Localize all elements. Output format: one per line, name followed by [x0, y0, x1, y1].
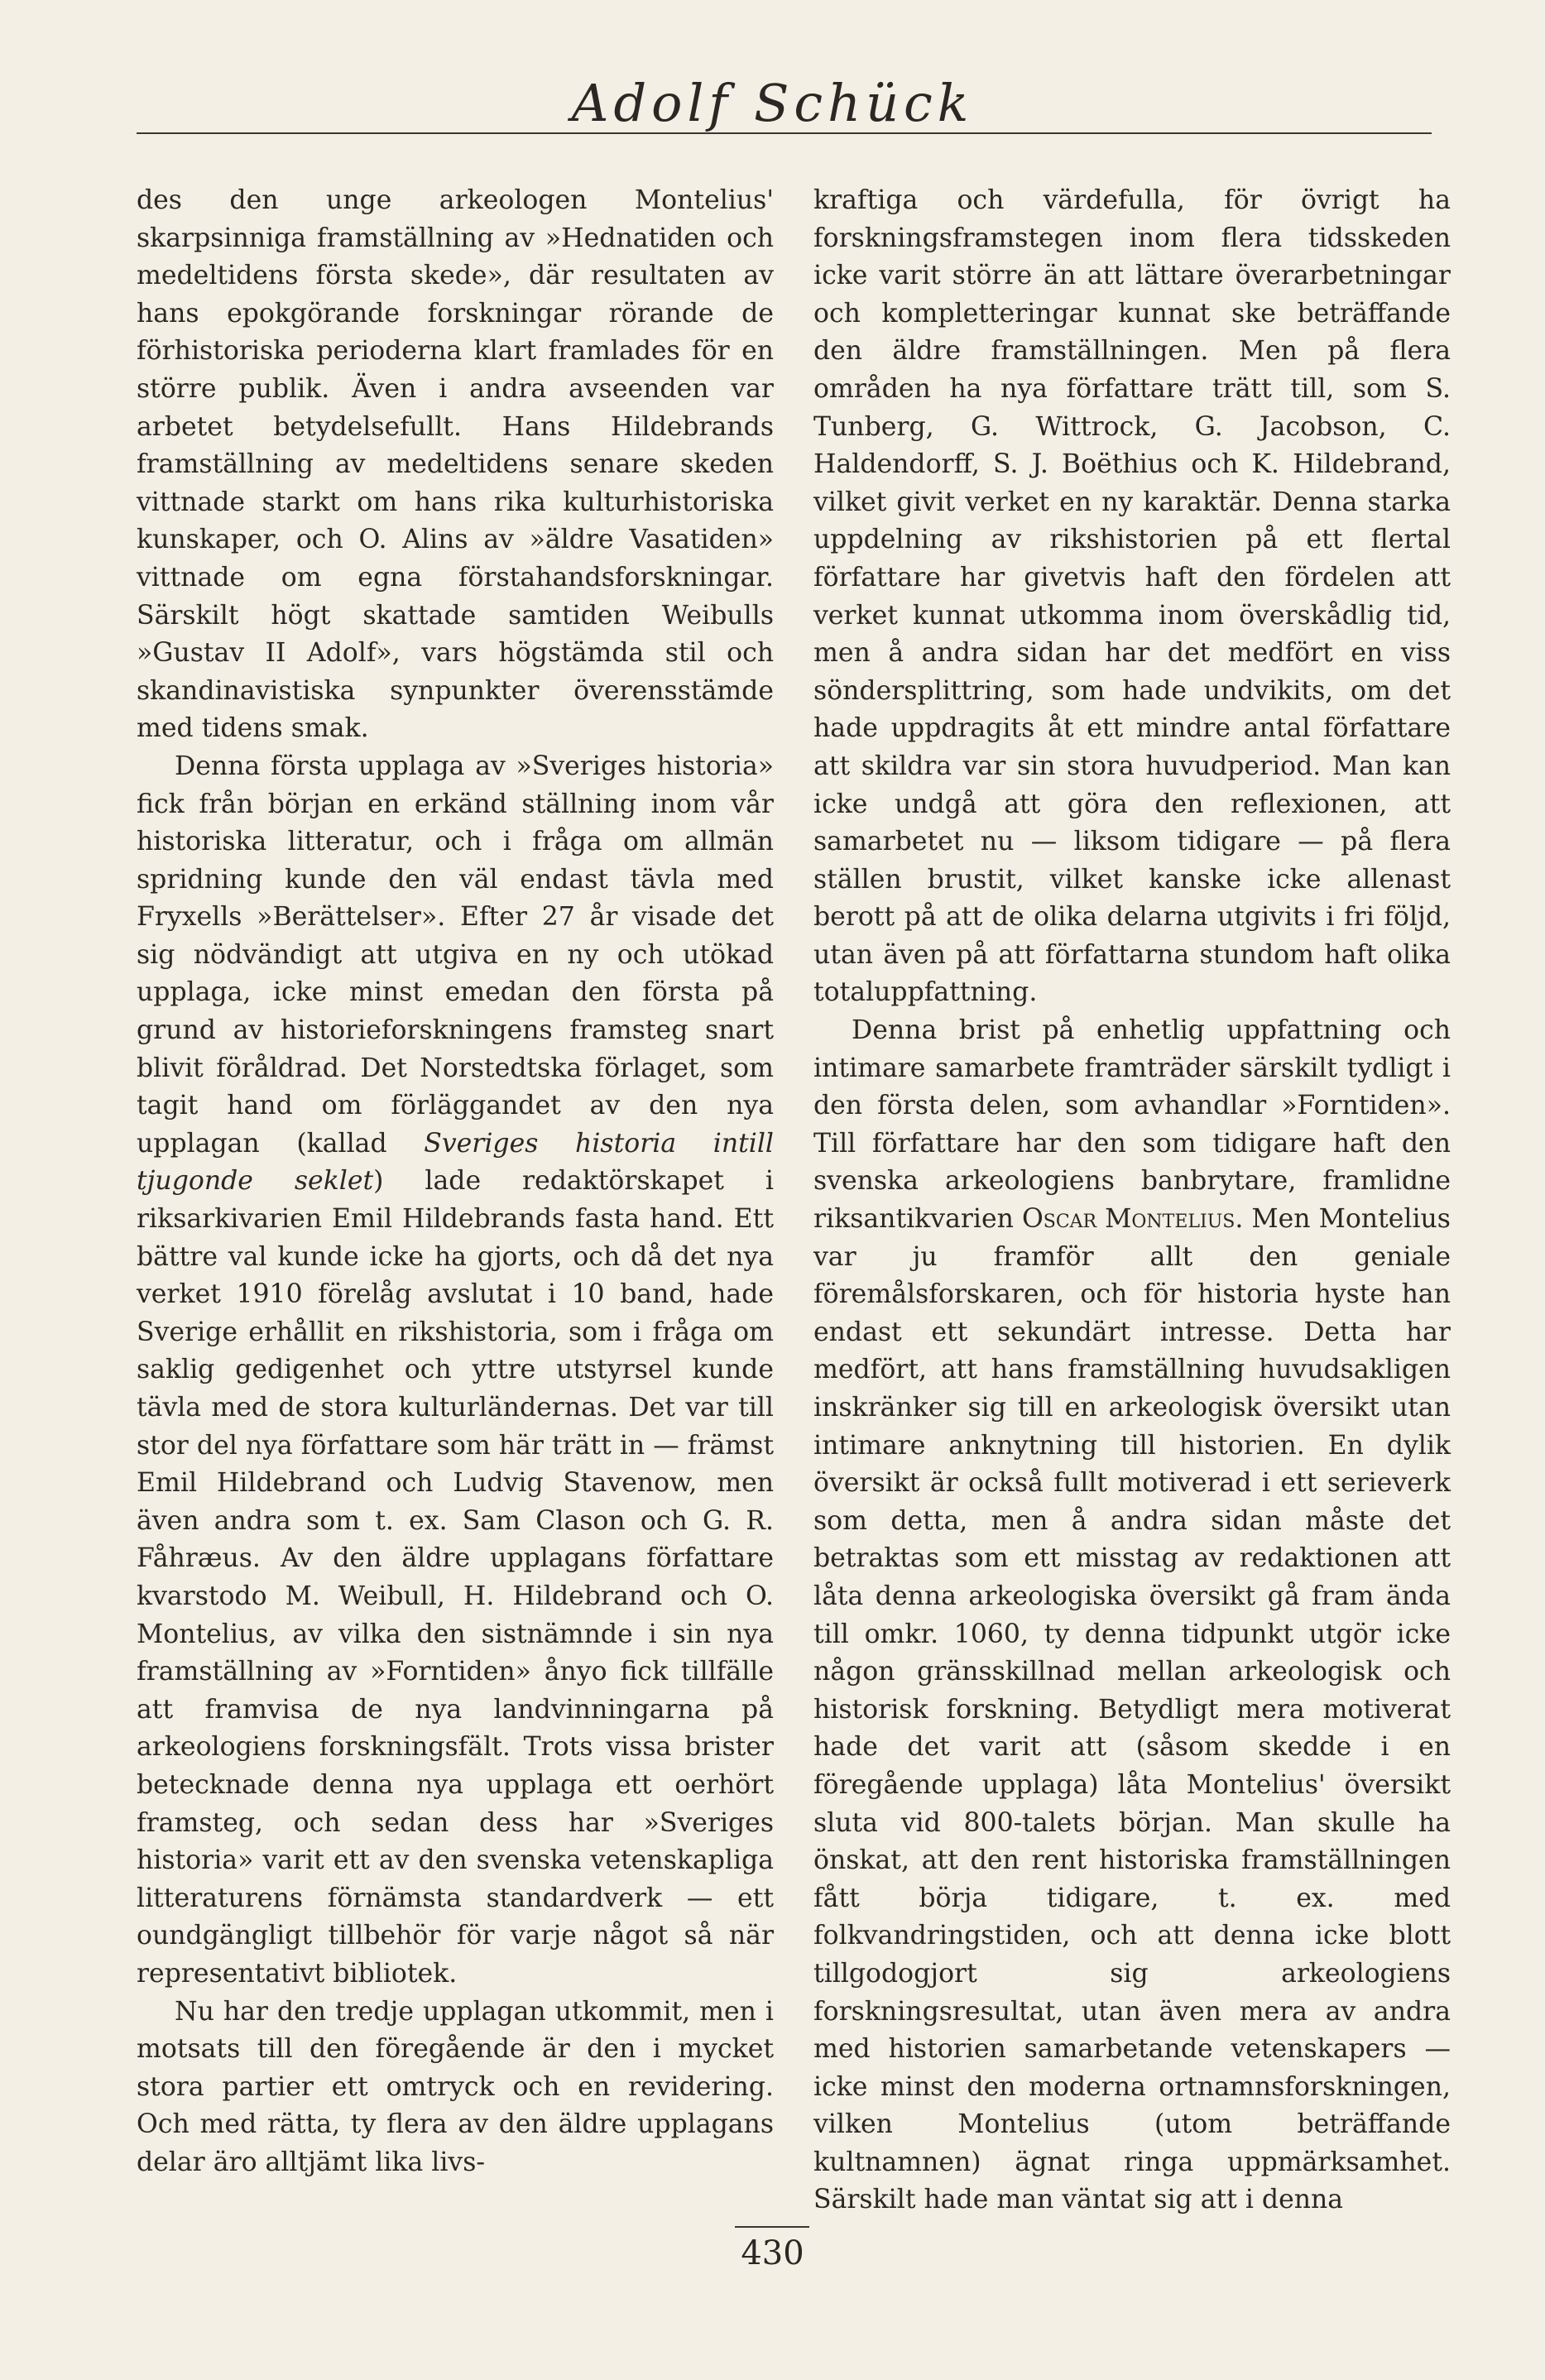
- right-paragraph-2-part-a: Denna brist på enhetlig uppfattning och intimare samarbete framträder särskilt tydligt i den första delen, som avhandlar »Forntiden». Till författare har den som tidigare haft den svenska arkeologiens banbrytare, framlidne riksantikvarien: [813, 1015, 1451, 1235]
- left-paragraph-1: des den unge arkeologen Montelius' skarpsinniga framställning av »Hednatiden och medeltidens första skede», där resultaten av hans epokgörande forskningar rörande de förhistoriska perioderna klart framlades för en större publik. Även i andra avseenden var arbetet betydelsefullt. Hans Hildebrands framställning av medeltidens senare skeden vittnade starkt om hans rika kulturhistoriska kunskaper, och O. Alins av »äldre Vasatiden» vittnade om egna förstahandsforskningar. Särskilt högt skattade samtiden Weibulls »Gustav II Adolf», vars högstämda stil och skandinavistiska synpunkter överensstämde med tidens smak.: [137, 185, 774, 744]
- right-column: [813, 182, 1451, 2219]
- left-column: [137, 182, 774, 2181]
- page-number-rule: [735, 2226, 809, 2228]
- work-title: Sveriges historia intill tjugonde seklet: [137, 1128, 774, 1197]
- right-paragraph-2: [813, 1012, 1451, 2219]
- left-paragraph-2: [137, 748, 774, 1994]
- right-paragraph-1: kraftiga och värdefulla, för övrigt ha forskningsframstegen inom flera tidsskeden icke varit större än att lättare överarbetningar och kompletteringar kunnat ske beträffande den äldre framställningen. Men på flera områden ha nya författare trätt till, som S. Tunberg, G. Wittrock, G. Jacobson, C. Haldendorff, S. J. Boëthius och K. Hildebrand, vilket givit verket en ny karaktär. Denna starka uppdelning av rikshistorien på ett flertal författare har givetvis haft den fördelen att verket kunnat utkomma inom överskådlig tid, men å andra sidan har det medfört en viss söndersplittring, som hade undvikits, om det hade uppdragits åt ett mindre antal författare att skildra var sin stora huvudperiod. Man kan icke undgå att göra den reflexionen, att samarbetet nu — liksom tidigare — på flera ställen brustit, vilket kanske icke allenast berott på att de olika delarna utgivits i fri följd, utan även på att författarna stundom haft olika totaluppfattning.: [813, 185, 1451, 1008]
- page-number: 430: [741, 2234, 804, 2272]
- right-paragraph-2-part-b: . Men Montelius var ju framför allt den geniale föremålsforskaren, och för historia hyste han endast ett sekundärt intresse. Detta har medfört, att hans framställning huvudsakligen inskränker sig till en arkeologisk översikt utan intimare anknytning till historien. En dylik översikt är också fullt motiverad i ett serieverk som detta, men å andra sidan måste det betraktas som ett misstag av redaktionen att låta denna arkeologiska översikt gå fram ända till omkr. 1060, ty denna tidpunkt utgör icke någon gränsskillnad mellan arkeologisk och historisk forskning. Betydligt mera motiverat hade det varit att (såsom skedde i en föregående upplaga) låta Montelius' översikt sluta vid 800-talets början. Man skulle ha önskat, att den rent historiska framställningen fått börja tidigare, t. ex. med folkvandringstiden, och att denna icke blott tillgodogjort sig arkeologiens forskningsresultat, utan även mera av andra med historien samarbetande vetenskapers — icke minst den moderna ortnamnsforskningen, vilken Montelius (utom beträffande kultnamnen) ägnat ringa uppmärksamhet. Särskilt hade man väntat sig att i denna: [813, 1204, 1451, 2215]
- left-paragraph-2-part-a: Denna första upplaga av »Sveriges historia» fick från början en erkänd ställning inom vår historiska litteratur, och i fråga om allmän spridning kunde den väl endast tävla med Fryxells »Berättelser». Efter 27 år visade det sig nödvändigt att utgiva en ny och utökad upplaga, icke minst emedan den första på grund av historieforskningens framsteg snart blivit föråldrad. Det Norstedtska förlaget, som tagit hand om förläggandet av den nya upplagan (kallad: [137, 751, 774, 1159]
- left-paragraph-3: Nu har den tredje upplagan utkommit, men i motsats till den föregående är den i mycket stora partier ett omtryck och en revidering. Och med rätta, ty flera av den äldre upplagans delar äro alltjämt lika livs-: [137, 1996, 774, 2177]
- author-name: Oscar Montelius: [1021, 1204, 1236, 1235]
- header-rule: [137, 132, 1432, 134]
- running-header: Adolf Schück: [571, 73, 974, 133]
- left-paragraph-2-part-b: ) lade redaktörskapet i riksarkivarien Emil Hildebrands fasta hand. Ett bättre val kunde icke ha gjorts, och då det nya verket 1910 förelåg avslutat i 10 band, hade Sverige erhållit en rikshistoria, som i fråga om saklig gedigenhet och yttre utstyrsel kunde tävla med de stora kulturländernas. Det var till stor del nya författare som här trätt in — främst Emil Hildebrand och Ludvig Stavenow, men även andra som t. ex. Sam Clason och G. R. Fåhræus. Av den äldre upplagans författare kvarstodo M. Weibull, H. Hildebrand och O. Montelius, av vilka den sistnämnde i sin nya framställning av »Forntiden» ånyo fick tillfälle att framvisa de nya landvinningarna på arkeologiens forskningsfält. Trots vissa brister betecknade denna nya upplaga ett oerhört framsteg, och sedan dess har »Sveriges historia» varit ett av den svenska vetenskapliga litteraturens förnämsta standardverk — ett oundgängligt tillbehör för varje något så när representativt bibliotek.: [137, 1166, 774, 1989]
